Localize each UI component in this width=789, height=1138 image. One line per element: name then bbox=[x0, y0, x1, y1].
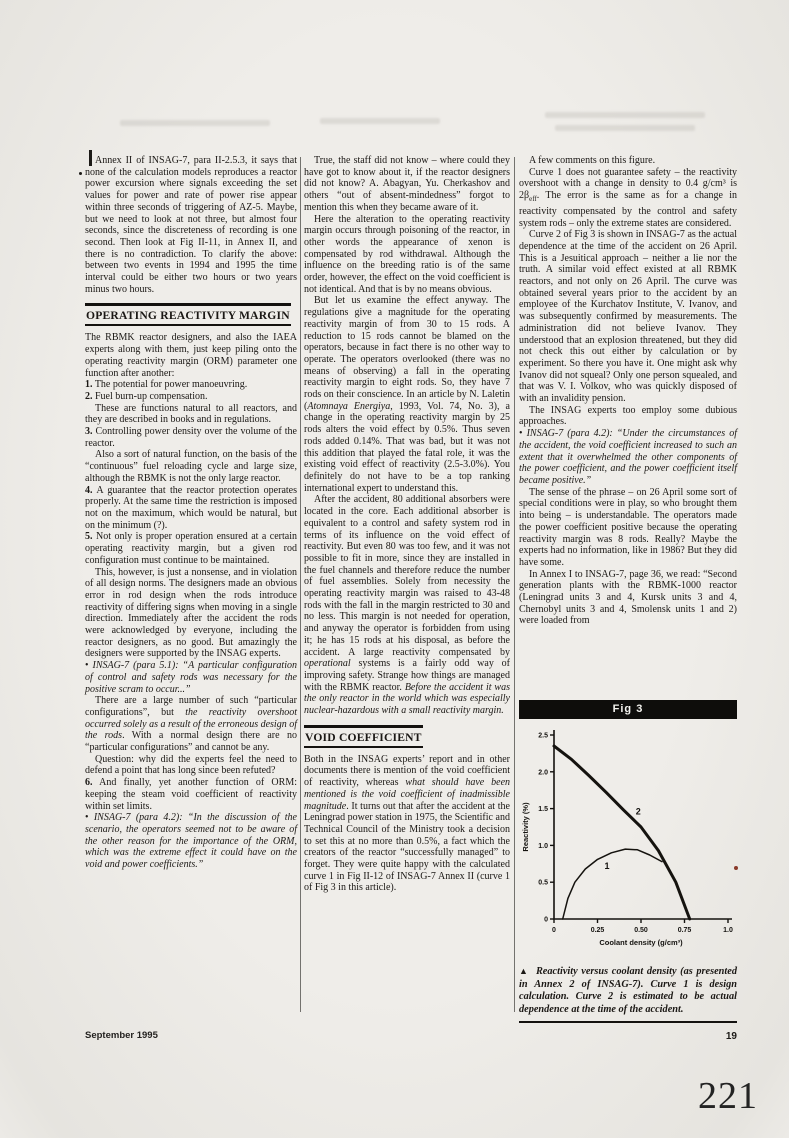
column-right bbox=[519, 155, 737, 627]
bleed-through-smudge bbox=[545, 112, 705, 118]
svg-text:0: 0 bbox=[544, 916, 548, 924]
svg-text:1.0: 1.0 bbox=[723, 927, 733, 934]
section-heading: VOID COEFFICIENT bbox=[304, 725, 423, 748]
paragraph: There are a large number of such “particular configurations”, but the reactivity overshoot occurred solely as a result of the erroneous design of the rods. With a normal design there are no “particular configurations” and cannot be any. bbox=[85, 695, 297, 754]
svg-text:1: 1 bbox=[604, 860, 610, 871]
column-divider bbox=[514, 157, 515, 1012]
paragraph: Also a sort of natural function, on the basis of the “continuous” fuel reloading cycle and large size, although the RBMK is not the only large reactor. bbox=[85, 449, 297, 484]
paragraph: The INSAG experts too employ some dubious approaches. bbox=[519, 404, 737, 428]
bleed-through-smudge bbox=[120, 120, 270, 126]
paragraph: The sense of the phrase – on 26 April some sort of special conditions were in play, so who brought them into being – is understandable. The operators made the power coefficient positive because the operating reactivity margin was 8 rods. Really? Maybe the experts had no information, like in 1986? But they did have some. bbox=[519, 486, 737, 568]
svg-text:0.75: 0.75 bbox=[677, 927, 692, 934]
column-left bbox=[85, 155, 297, 871]
paragraph: But let us examine the effect anyway. The regulations give a magnitude for the operating reactivity margin of from 30 to 15 rods. A reduction to 15 rods cannot be blamed on the operators, because in fact there is no other way to operate. The operators overlooked (there was no means of observing) a fall in the operating reactivity margin to eight rods. So, they have 7 rods on their conscience. In an article by N. Laletin (Atomnaya Energiya, 1993, Vol. 74, No. 3), a change in the operating reactivity margin by 25 rods alters the void effect by 0.5%. Thus seven rods added 0.14%. That was bad, but it was not this addition that played the fatal role, it was the existing void effect of reactivity (2.5-3.0%). You definitely do not have to be a top ranking international expert to understand this. bbox=[304, 295, 510, 494]
svg-text:1.5: 1.5 bbox=[538, 806, 548, 814]
paragraph: Both in the INSAG experts’ report and in other documents there is mention of the void coefficient of reactivity, whereas what should have been mentioned is the void coefficient of inadmissible magnitude. It turns out that after the accident at the Leningrad power station in 1975, the Scientific and Technical Council of the Ministry took a decision to set this at no more than 0.5%, a fact which the creators of the reactor “successfully managed” to forget. They were quite happy with the calculated curve 1 in Fig II-12 of INSAG-7 Annex II (curve 1 of Fig 3 in this article). bbox=[304, 753, 511, 894]
svg-text:2.0: 2.0 bbox=[538, 769, 548, 777]
figure-chart bbox=[519, 723, 737, 959]
svg-text:Coolant density (g/cm³): Coolant density (g/cm³) bbox=[599, 938, 683, 947]
figure-3 bbox=[519, 700, 737, 1023]
bleed-through-smudge bbox=[555, 125, 695, 131]
paragraph: 3. Controlling power density over the volume of the reactor. bbox=[85, 426, 297, 449]
paragraph: After the accident, 80 additional absorbers were located in the core. Each additional absorber is equivalent to a control and safety system rod in terms of its influence on the void effect of reactivity. But even 80 was too few, and it was not possible to fit in more, since they are installed in the fuel channels and therefore reduce the number of fuel assemblies. Solely from necessity the operating reactivity margin was raised to 43-48 rods with the fall in the margin restricted to 30 and no less. This margin is not needed for operation, and anyway the operator is forbidden from using it; he has 15 rods at his disposal, as before the accident. A large reactivity compensated by operational systems is a fairly odd way of improving safety. Strange how things are managed with the RBMK reactor. Before the accident it was the only reactor in the world which was especially nuclear-hazardous with a small reactivity margin. bbox=[304, 494, 510, 717]
figure-caption-text: Reactivity versus coolant density (as presented in Annex 2 of INSAG-7). Curve 1 is design calculation. Curve 2 is estimated to be actual dependence at the time of the accident. bbox=[519, 966, 737, 1015]
figure-header: Fig 3 bbox=[519, 700, 737, 719]
paragraph: • INSAG-7 (para 5.1): “A particular configuration of control and safety rods was necessary for the positive scram to occur...” bbox=[85, 660, 297, 695]
paragraph: Curve 2 of Fig 3 is shown in INSAG-7 as the actual dependence at the time of the accident on 26 April. This is a Jesuitical approach – neither a lie nor the truth. A similar void effect existed at all RBMK reactors, and not only on 26 April. The curve was obtained several years prior to the accident by an employee of the Kurchatov Institute, V. Ivanov, and was subsequently confirmed by measurements. The administration did not believe Ivanov. They understood that an explosion threatened, but they did not check this out either by calculation or by experiment. So there you have it. One might ask why Ivanov did not squeal? Only one person squealed, and that was V. I. Volkov, who was quickly disposed of with an invalidity pension. bbox=[519, 229, 737, 405]
svg-text:2: 2 bbox=[635, 806, 641, 817]
paragraph: 1. The potential for power manoeuvring. bbox=[85, 379, 248, 391]
paragraph: 6. And finally, yet another function of ORM: keeping the steam void coefficient of reactivity within set limits. bbox=[85, 777, 297, 812]
paragraph: Question: why did the experts feel the need to defend a point that has long since been refuted? bbox=[85, 753, 297, 777]
paragraph: 4. A guarantee that the reactor protection operates properly. At the same time the restriction is imposed not on the maximum, which would be natural, but on the minimum (?). bbox=[85, 484, 297, 531]
paragraph: Here the alteration to the operating reactivity margin occurs through poisoning of the reactor, in other words the appearance of xenon is compensated by rod withdrawal. Although the influence on the breeding ratio is of the same order, however, the effect on the void coefficient is not identical. And that is by no means obvious. bbox=[304, 213, 510, 295]
scan-artifact bbox=[79, 172, 82, 175]
paragraph: This, however, is just a nonsense, and in violation of all design norms. The designers made an obvious error in rod design when the rods introduce reactivity of differing signs when moving in a single direction. Immediately after the accident the rods were acknowledged by everyone, including the reactor designers, as no good. But amazingly the designers were supported by the INSAG experts. bbox=[85, 566, 297, 660]
paragraph: In Annex I to INSAG-7, page 36, we read: “Second generation plants with the RBMK-1000 reactor (Leningrad units 3 and 4, Kursk units 3 and 4, Chernobyl units 3 and 4, Smolensk units 1 and 2) were loaded from bbox=[519, 568, 737, 627]
paragraph: A few comments on this figure. bbox=[529, 155, 656, 166]
paragraph: • INSAG-7 (para 4.2): “Under the circumstances of the accident, the void coefficient increased to such an extent that it overwhelmed the other components of the power coefficient, and the power coefficient itself became positive.” bbox=[519, 428, 737, 486]
column-divider bbox=[300, 157, 301, 1012]
paragraph: These are functions natural to all reactors, and they are described in books and in regulations. bbox=[85, 402, 297, 426]
bleed-through-smudge bbox=[320, 118, 440, 124]
figure-caption bbox=[519, 965, 737, 1016]
paragraph: The RBMK reactor designers, and also the IAEA experts along with them, just keep piling onto the operating reactivity margin (ORM) parameter one function after another: bbox=[85, 332, 297, 379]
paragraph: 5. Not only is proper operation ensured at a certain operating reactivity margin, but a given rod configuration must continue to be maintained. bbox=[85, 531, 297, 566]
paragraph: True, the staff did not know – where could they have got to know about it, if the reactor designers did not know? A. Abagyan, Yu. Cherkashov and others “out of absent-mindedness” forgot to mention this when they became aware of it. bbox=[304, 155, 510, 213]
section-heading: OPERATING REACTIVITY MARGIN bbox=[85, 303, 291, 326]
reactivity-vs-coolant-density-plot bbox=[519, 723, 737, 959]
svg-text:0.25: 0.25 bbox=[590, 927, 605, 934]
triangle-icon: ▲ bbox=[519, 966, 529, 976]
svg-text:0: 0 bbox=[552, 927, 556, 934]
book-page-number: 221 bbox=[698, 1075, 758, 1117]
svg-text:0.50: 0.50 bbox=[634, 927, 648, 934]
paragraph: Curve 1 does not guarantee safety – the reactivity overshoot with a change in density to 0.4 g/cm³ is $2\beta_{eff}$. The error is the same as for a change in reactivity compensated by the control and safety system rods – only the extreme states are considered. bbox=[519, 166, 737, 229]
footer-date: September 1995 bbox=[85, 1030, 158, 1041]
column-middle bbox=[304, 155, 510, 894]
paragraph: Annex II of INSAG-7, para II-2.5.3, it says that none of the calculation models reproduces a reactor power excursion where signals exceeding the set values for power and rate of power rise appear within three seconds of triggering of AZ-5. Maybe, but we need to look at not three, but almost four seconds, since the discreteness of recording is one second. Then look at Fig II-11, in Annex II, and there is no contradiction. To clarify the above: between two events in 1994 and 1995 the time interval could be either two hours or two years minus two hours. bbox=[85, 155, 297, 295]
svg-text:Reactivity (%): Reactivity (%) bbox=[521, 802, 530, 852]
page-number: 19 bbox=[725, 1031, 737, 1042]
paragraph: 2. Fuel burn-up compensation. bbox=[85, 390, 208, 402]
paragraph: • INSAG-7 (para 4.2): “In the discussion of the scenario, the operators seemed not to be aware of the other reason for the importance of the ORM, which was the extreme effect it could have on the void and power coefficients.” bbox=[85, 812, 297, 871]
caption-rule bbox=[519, 1021, 737, 1023]
svg-text:2.5: 2.5 bbox=[538, 732, 548, 740]
svg-text:1.0: 1.0 bbox=[538, 842, 548, 850]
svg-text:0.5: 0.5 bbox=[538, 879, 548, 887]
